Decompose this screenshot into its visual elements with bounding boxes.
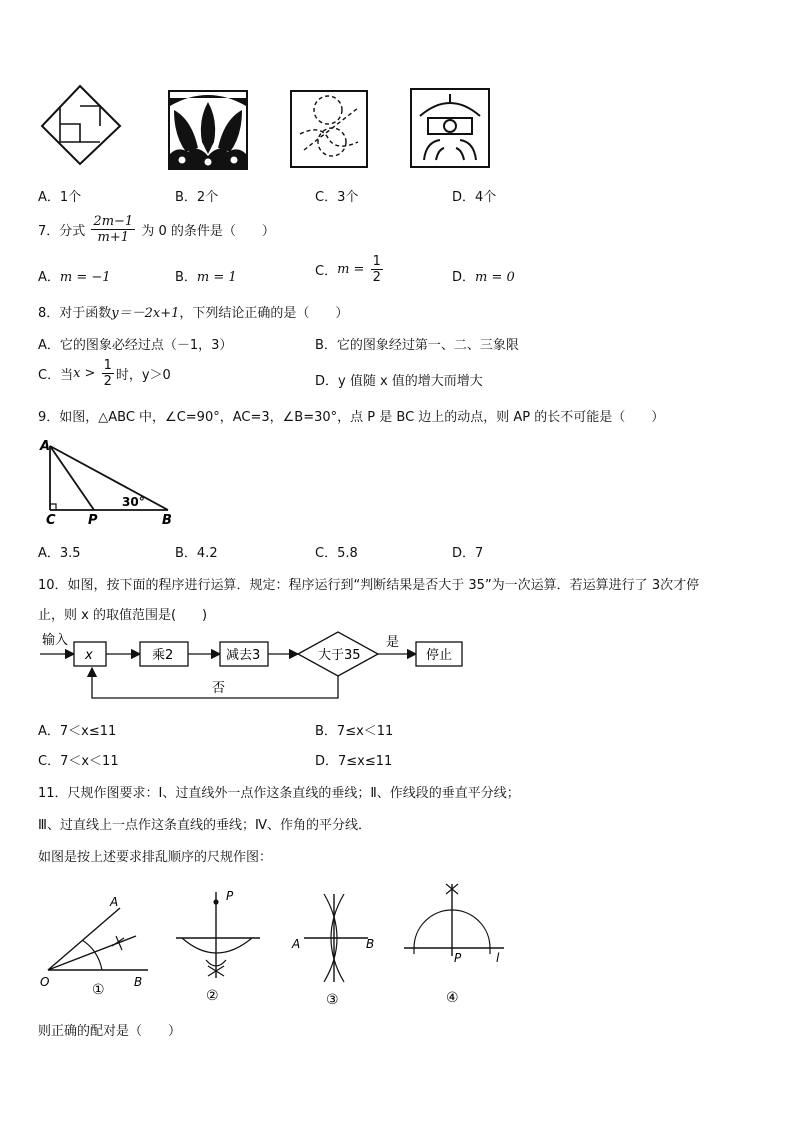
- q8-stem-suffix: ，下列结论正确的是（ ）: [179, 306, 349, 321]
- q10-option-a[interactable]: A．7＜x≤11: [38, 724, 117, 739]
- q9-option-c[interactable]: C．5.8: [315, 546, 358, 561]
- q8-option-c[interactable]: [38, 358, 171, 389]
- q7-tail: 为 0 的条件是（ ）: [141, 224, 275, 239]
- q11-fig2-number: ②: [206, 988, 219, 1004]
- q11-fig2-label-p: P: [226, 889, 234, 903]
- q10-option-b[interactable]: B．7≤x＜11: [315, 724, 394, 739]
- q10-flowchart: [36, 628, 476, 706]
- q6-option-d[interactable]: D．4个: [452, 190, 497, 205]
- q7-option-d[interactable]: [452, 266, 515, 285]
- q10-stem-line2: 止，则 x 的取值范围是( ): [38, 608, 208, 623]
- q8-stem-prefix: 8．对于函数: [38, 306, 112, 321]
- q7-option-c-var: m =: [337, 262, 365, 277]
- q7-denominator: m+1: [97, 230, 130, 245]
- q7-option-c-fraction: [371, 254, 383, 285]
- q9-label-p: P: [88, 513, 98, 528]
- q11-fig1-number: ①: [92, 982, 105, 998]
- q11-fig1-label-a: A: [110, 895, 119, 909]
- q7-option-c-label: C．: [315, 264, 338, 279]
- q7-number: 7．分式: [38, 224, 86, 239]
- q7-option-a[interactable]: [38, 266, 111, 285]
- q9-label-a: A: [40, 439, 51, 454]
- q8-stem: [38, 302, 348, 321]
- q10-option-c[interactable]: C．7＜x＜11: [38, 754, 119, 769]
- q8-option-c-label: C．当: [38, 368, 74, 383]
- q9-option-a[interactable]: A．3.5: [38, 546, 81, 561]
- q6-figure-2: [168, 90, 248, 170]
- q10-flow-no: 否: [212, 681, 226, 696]
- q11-fig1-label-o: O: [40, 975, 50, 989]
- q11-fig4-number: ④: [446, 990, 459, 1002]
- q10-stem-line1: 10．如图，按下面的程序进行运算．规定：程序运行到“判断结果是否大于 35”为一次运算．若运算进行了 3次才停: [38, 578, 700, 593]
- q7-option-c-num: 1: [372, 254, 381, 269]
- q6-figure-3: [290, 90, 368, 168]
- q11-line3: 如图是按上述要求排乱顺序的尺规作图：: [38, 850, 273, 865]
- q9-stem: 9．如图，△ABC 中，∠C=90°，AC=3，∠B=30°，点 P 是 BC 边上的动点，则 AP 的长不可能是（ ）: [38, 410, 665, 425]
- q7-option-b-value: m = 1: [196, 270, 237, 285]
- q10-flow-multiply: 乘2: [152, 648, 174, 663]
- q7-option-b[interactable]: [175, 266, 237, 285]
- q7-option-b-label: B．: [175, 270, 197, 285]
- q8-option-c-fraction: [102, 358, 114, 389]
- q11-line2: Ⅲ、过直线上一点作这条直线的垂线；Ⅳ、作角的平分线．: [38, 818, 371, 833]
- q6-option-b[interactable]: B．2个: [175, 190, 219, 205]
- q8-option-b[interactable]: B．它的图象经过第一、二、三象限: [315, 338, 519, 353]
- q11-figure-4: [400, 874, 510, 1002]
- q8-function: y＝－2x+1: [111, 306, 180, 321]
- q9-option-d[interactable]: D．7: [452, 546, 484, 561]
- q8-option-c-var: x >: [73, 366, 96, 381]
- q10-flow-x: x: [85, 648, 93, 663]
- q7-option-a-value: m = −1: [59, 270, 111, 285]
- q11-fig4-label-l: l: [496, 951, 500, 965]
- q11-fig3-label-a: A: [292, 937, 301, 951]
- q9-triangle-figure: [36, 436, 182, 528]
- q8-option-c-num: 1: [103, 358, 112, 373]
- q10-flow-stop: 停止: [426, 648, 453, 663]
- q11-figure-1: [36, 888, 156, 1006]
- q9-angle-label: 30°: [122, 495, 145, 509]
- q6-option-c[interactable]: C．3个: [315, 190, 359, 205]
- q7-option-d-label: D．: [452, 270, 476, 285]
- q8-option-c-den: 2: [103, 374, 112, 389]
- q11-line1: 11．尺规作图要求：Ⅰ、过直线外一点作这条直线的垂线；Ⅱ、作线段的垂直平分线；: [38, 786, 520, 801]
- q7-numerator: 2m−1: [93, 214, 134, 229]
- q6-figure-4: [410, 88, 490, 168]
- q11-fig3-label-b: B: [366, 937, 375, 951]
- q8-option-d[interactable]: D．y 值随 x 值的增大而增大: [315, 374, 483, 389]
- q7-option-a-label: A．: [38, 270, 60, 285]
- q10-flow-yes: 是: [386, 635, 400, 650]
- q7-option-c-den: 2: [372, 270, 381, 285]
- q10-option-d[interactable]: D．7≤x≤11: [315, 754, 393, 769]
- q11-fig1-label-b: B: [134, 975, 143, 989]
- q10-flow-input: 输入: [42, 633, 69, 648]
- q6-option-a[interactable]: A．1个: [38, 190, 82, 205]
- q11-figure-3: [288, 882, 380, 1008]
- q7-option-d-value: m = 0: [475, 270, 515, 285]
- q6-figure-1: [38, 84, 122, 166]
- q9-label-c: C: [46, 513, 56, 528]
- q7-fraction: [91, 214, 135, 245]
- q11-figure-2: [170, 880, 266, 1006]
- q7-stem: [38, 214, 275, 245]
- q11-ask: 则正确的配对是（ ）: [38, 1024, 182, 1039]
- q11-fig3-number: ③: [326, 992, 339, 1008]
- q9-option-b[interactable]: B．4.2: [175, 546, 218, 561]
- q9-label-b: B: [162, 513, 172, 528]
- q8-option-a[interactable]: A．它的图象必经过点（－1，3）: [38, 338, 233, 353]
- q7-option-c[interactable]: [315, 254, 385, 285]
- q10-flow-judge: 大于35: [318, 648, 361, 663]
- q8-option-c-tail: 时，y＞0: [115, 368, 171, 383]
- q11-fig4-label-p: P: [454, 951, 462, 965]
- q10-flow-subtract: 减去3: [226, 648, 261, 663]
